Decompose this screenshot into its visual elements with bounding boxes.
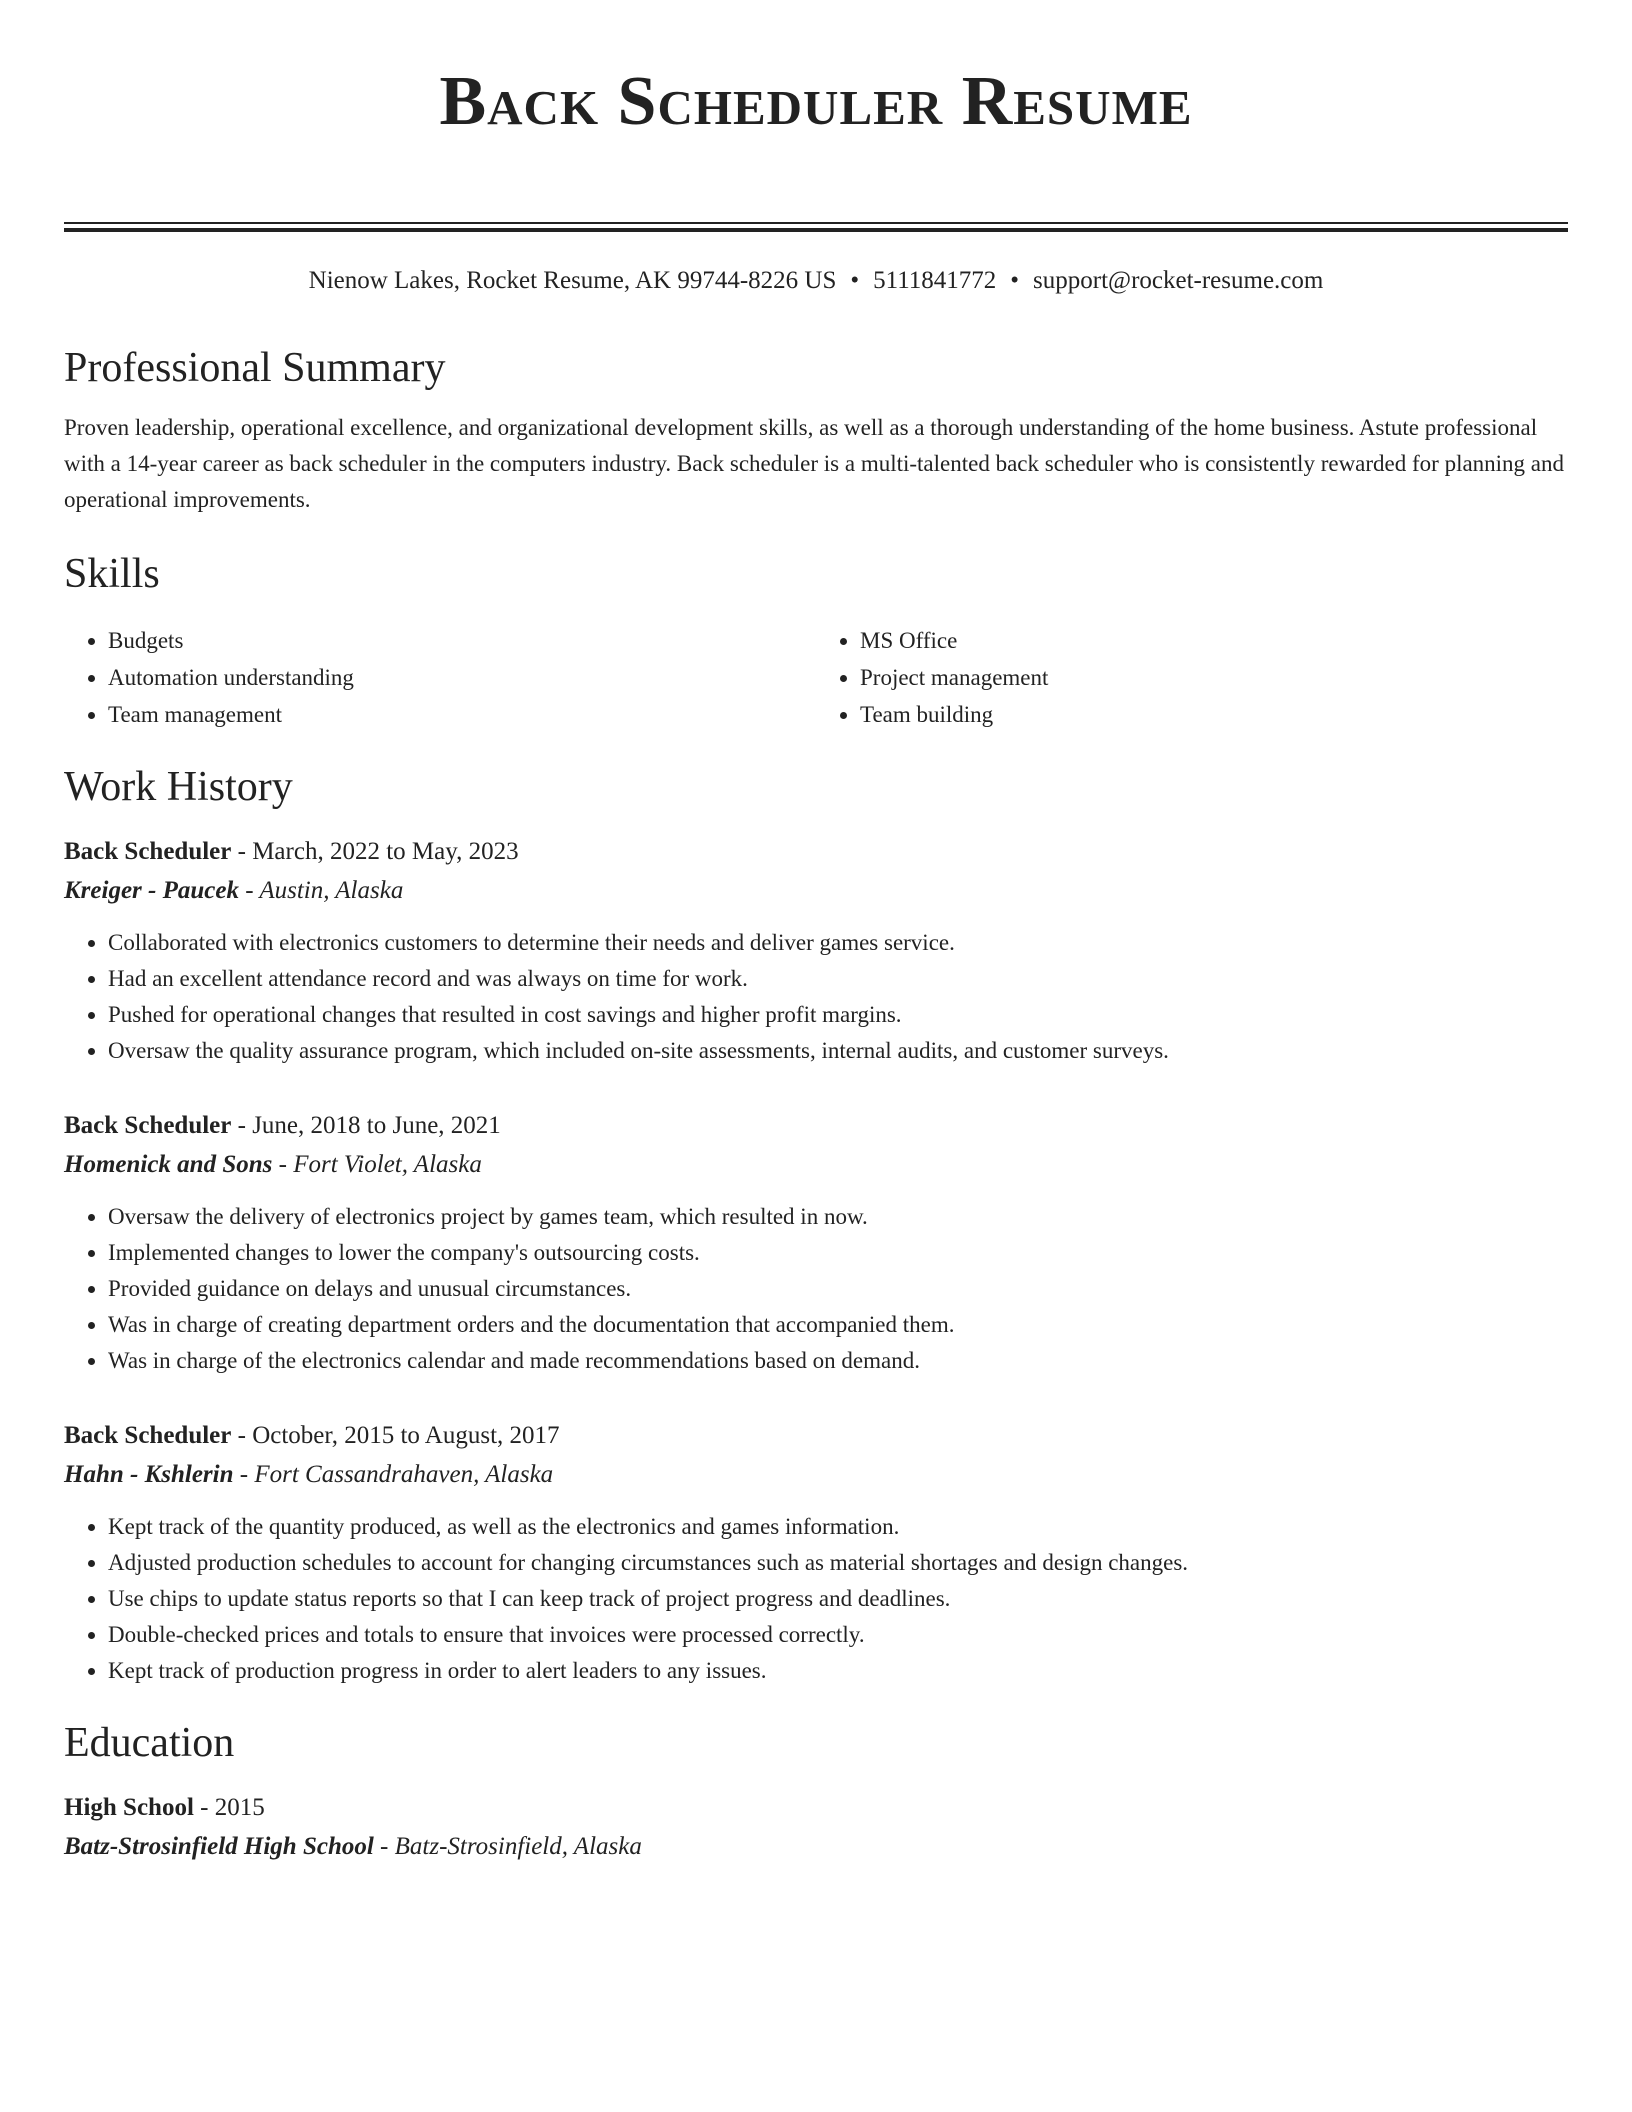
job-duty: • Kept track of the quantity produced, as well as the electronics and games information. — [108, 1509, 1568, 1545]
job-entry — [64, 1107, 1568, 1379]
job-title: Back Scheduler — [64, 1422, 232, 1449]
job-dates: - March, 2022 to May, 2023 — [231, 838, 519, 865]
contact-line — [64, 264, 1568, 298]
job-company-line — [64, 871, 1568, 911]
job-company-line — [64, 1455, 1568, 1495]
job-entry — [64, 1417, 1568, 1689]
education-degree: High School — [64, 1794, 194, 1821]
job-company: Homenick and Sons — [64, 1151, 273, 1178]
skill-item: • Team building — [860, 696, 1568, 733]
contact-email: support@rocket-resume.com — [1033, 267, 1324, 294]
job-duties — [64, 1199, 1568, 1379]
work-history-heading: Work History — [64, 764, 293, 810]
job-duty: • Provided guidance on delays and unusual circumstances. — [108, 1271, 1568, 1307]
job-dates: - October, 2015 to August, 2017 — [231, 1422, 560, 1449]
job-company: Kreiger - Paucek — [64, 877, 239, 904]
job-dates: - June, 2018 to June, 2021 — [231, 1112, 501, 1139]
contact-phone: 5111841772 — [873, 267, 997, 294]
education-location: - Batz-Strosinfield, Alaska — [373, 1833, 642, 1860]
job-duty: • Use chips to update status reports so that I can keep track of project progress and deadlines. — [108, 1581, 1568, 1617]
job-duties — [64, 925, 1568, 1069]
skill-item: • Team management — [108, 696, 816, 733]
education-school-line — [64, 1827, 1568, 1867]
job-duty: • Had an excellent attendance record and was always on time for work. — [108, 961, 1568, 997]
job-company: Hahn - Kshlerin — [64, 1461, 234, 1488]
education-degree-line — [64, 1789, 1568, 1827]
job-title-line — [64, 1417, 1568, 1455]
skills-column-right — [816, 622, 1568, 733]
job-duty: • Kept track of production progress in order to alert leaders to any issues. — [108, 1653, 1568, 1689]
skills-column-left — [64, 622, 816, 733]
job-location: - Austin, Alaska — [238, 877, 404, 904]
job-duty: • Was in charge of creating department orders and the documentation that accompanied them. — [108, 1307, 1568, 1343]
contact-separator: • — [850, 267, 860, 294]
job-entry — [64, 833, 1568, 1069]
job-title: Back Scheduler — [64, 838, 232, 865]
job-duty: • Adjusted production schedules to account for changing circumstances such as material shortages and design changes. — [108, 1545, 1568, 1581]
contact-address: Nienow Lakes, Rocket Resume, AK 99744-8226 US — [308, 267, 837, 294]
job-company-line — [64, 1145, 1568, 1185]
job-duty: • Double-checked prices and totals to ensure that invoices were processed correctly. — [108, 1617, 1568, 1653]
job-duty: • Oversaw the delivery of electronics project by games team, which resulted in now. — [108, 1199, 1568, 1235]
job-title: Back Scheduler — [64, 1112, 232, 1139]
skills-heading: Skills — [64, 551, 160, 597]
education-entry — [64, 1789, 1568, 1867]
job-duty: • Pushed for operational changes that resulted in cost savings and higher profit margins. — [108, 997, 1568, 1033]
contact-separator: • — [1010, 267, 1020, 294]
skill-item: • Budgets — [108, 622, 816, 659]
education-school: Batz-Strosinfield High School — [64, 1833, 374, 1860]
resume-title: Back Scheduler Resume — [439, 63, 1193, 140]
skill-item: • Project management — [860, 659, 1568, 696]
skills-list — [64, 622, 1568, 733]
summary-text: Proven leadership, operational excellence, and organizational development skills, as well as a thorough understanding of the home business. Astute professional with a 14-year career as back scheduler in the computers industry. Back scheduler is a multi-talented back scheduler who is consistently rewarded for planning and operational improvements. — [64, 415, 1565, 512]
education-year: - 2015 — [193, 1794, 265, 1821]
education-heading: Education — [64, 1720, 235, 1766]
job-title-line — [64, 1107, 1568, 1145]
job-duties — [64, 1509, 1568, 1689]
skill-item: • Automation understanding — [108, 659, 816, 696]
job-duty: • Collaborated with electronics customers to determine their needs and deliver games service. — [108, 925, 1568, 961]
job-duty: • Oversaw the quality assurance program, which included on-site assessments, internal audits, and customer surveys. — [108, 1033, 1568, 1069]
job-location: - Fort Violet, Alaska — [272, 1151, 482, 1178]
job-location: - Fort Cassandrahaven, Alaska — [233, 1461, 554, 1488]
job-duty: • Was in charge of the electronics calendar and made recommendations based on demand. — [108, 1343, 1568, 1379]
job-duty: • Implemented changes to lower the company's outsourcing costs. — [108, 1235, 1568, 1271]
skill-item: • MS Office — [860, 622, 1568, 659]
job-title-line — [64, 833, 1568, 871]
title-divider — [64, 222, 1568, 232]
summary-heading: Professional Summary — [64, 345, 446, 391]
